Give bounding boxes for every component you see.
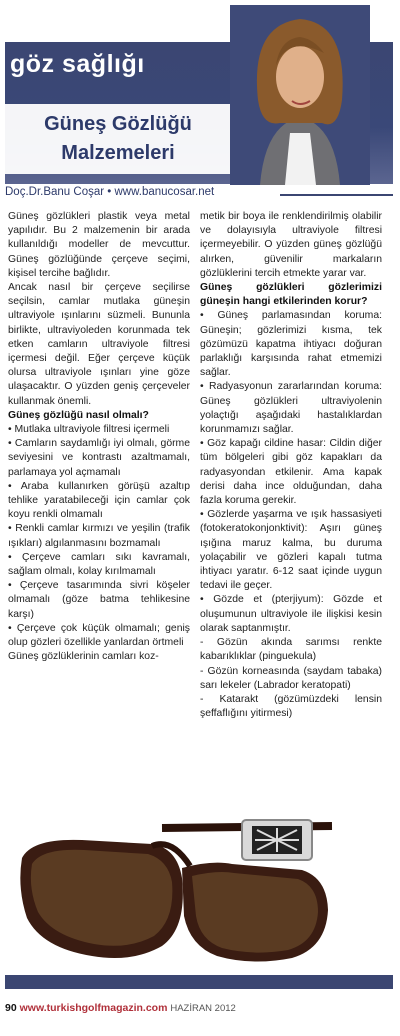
- body-subheading: Güneş gözlükleri gözlerimizi güneşin hangi etkilerinden korur?: [200, 282, 382, 308]
- body-paragraph: • Camların saydamlığı iyi olmalı, görme seviyesini ve kontrastı azaltmamalı, parlamaya yol açmamalı: [8, 438, 190, 478]
- body-paragraph: • Çerçeve camları sıkı kavramalı, sağlam olmalı, kolay kırılmamalı: [8, 551, 190, 578]
- body-paragraph: • Gözde et (pterjiyum): Gözde et oluşumunun ultraviyole ile ilişkisi kesin olarak saptanmıştır.: [200, 594, 382, 634]
- body-paragraph: Güneş gözlükleri plastik veya metal yapılıdır. Bu 2 malzemenin bir arada kullanıldığı modeller de mevcuttur. Güneş gözlüğünde çerçeve seçimi, kişisel tercihe bağlıdır.: [8, 211, 190, 279]
- body-paragraph: • Radyasyonun zararlarından koruma: Güneş gözlükleri ultraviyolenin yolaçtığı aşağıdaki hastalıklardan korunmamızı sağlar.: [200, 381, 382, 436]
- bottom-band: [5, 975, 393, 989]
- page-footer: [5, 1002, 236, 1014]
- article-title-line2: Malzemeleri: [61, 142, 175, 164]
- sunglasses-image: [12, 818, 342, 968]
- issue-date: HAZİRAN 2012: [170, 1003, 236, 1014]
- body-paragraph: • Çerçeve tasarımında sivri köşeler olmamalı (göze batma tehlikesine karşı): [8, 580, 190, 620]
- article-title-line1: Güneş Gözlüğü: [44, 113, 192, 135]
- footer-url[interactable]: www.turkishgolfmagazin.com: [19, 1002, 168, 1014]
- body-paragraph: Güneş gözlüklerinin camları koz-: [8, 651, 159, 663]
- article-title: [18, 110, 218, 168]
- author-portrait: [230, 5, 370, 185]
- section-title: göz sağlığı: [10, 50, 145, 78]
- byline: Doç.Dr.Banu Coşar • www.banucosar.net: [5, 186, 215, 198]
- left-column: [8, 210, 190, 665]
- body-paragraph: metik bir boya ile renklendirilmiş olabilir ve dolayısıyla ultraviyole filtresi içermeyebilir. O yüzden güneş gözlüğü alırken, güvenilir markaların gözlüklerini tercih etmekte yarar var.: [200, 211, 382, 279]
- article-header: [0, 0, 400, 205]
- body-paragraph: • Çerçeve çok küçük olmamalı; geniş olup gözleri özellikle yanlardan örtmeli: [8, 622, 190, 649]
- body-paragraph: - Gözün korneasında (saydam tabaka) sarı lekeler (Labrador keratopati): [200, 665, 382, 691]
- body-subheading: Güneş gözlüğü nasıl olmalı?: [8, 409, 149, 421]
- body-paragraph: • Gözlerde yaşarma ve ışık hassasiyeti (fotokeratokonjonktivit): Aşırı güneş ışığına maruz kalma, bu duruma yolaçabilir ve gözleri kapalı tutma ihtiyacı yaratır. 6-12 saat içinde uygun tedavi ile geçer.: [200, 509, 382, 592]
- body-paragraph: • Göz kapağı cildine hasar: Cildin diğer tüm bölgeleri gibi göz kapakları da radyasyondan etkilenir. Ama kapak derisi daha ince olduğundan, daha fazla koruma gerekir.: [200, 438, 382, 507]
- body-paragraph: Ancak nasıl bir çerçeve seçilirse seçilsin, camlar mutlaka güneşin ultraviyole ışınlarını süzmeli. Bununla birlikte, ultraviyoleden korunmada tek etken camların ultraviyole filtresi içermesi değil. Eğer çerçeve küçük olursa ultraviyole ışınları yine göze ulaşacaktır. O yüzden geniş çerçeveler kullanmak önemli.: [8, 282, 190, 407]
- right-column: [200, 210, 382, 721]
- body-paragraph: - Gözün akında sarımsı renkte kabarıklıklar (pinguekula): [200, 637, 382, 663]
- body-paragraph: • Mutlaka ultraviyole filtresi içermeli: [8, 424, 170, 436]
- body-paragraph: • Güneş parlamasından koruma: Güneşin; gözlerimizi kısma, tek gözümüzü kapatma ihtiyacı doğuran parlaklığı karşısında rahat etmemizi sağlar.: [200, 310, 382, 379]
- body-paragraph: • Araba kullanırken görüşü azaltıp tehlike yaratabileceği için camlar çok koyu renkli olmamalı: [8, 480, 190, 521]
- byline-divider: [280, 194, 393, 196]
- body-paragraph: • Renkli camlar kırmızı ve yeşilin (trafik ışıkları) algılanmasını bozmamalı: [8, 523, 190, 549]
- body-paragraph: - Katarakt (gözümüzdeki lensin şeffaflığını yitirmesi): [200, 693, 382, 720]
- page-number: 90: [5, 1002, 17, 1014]
